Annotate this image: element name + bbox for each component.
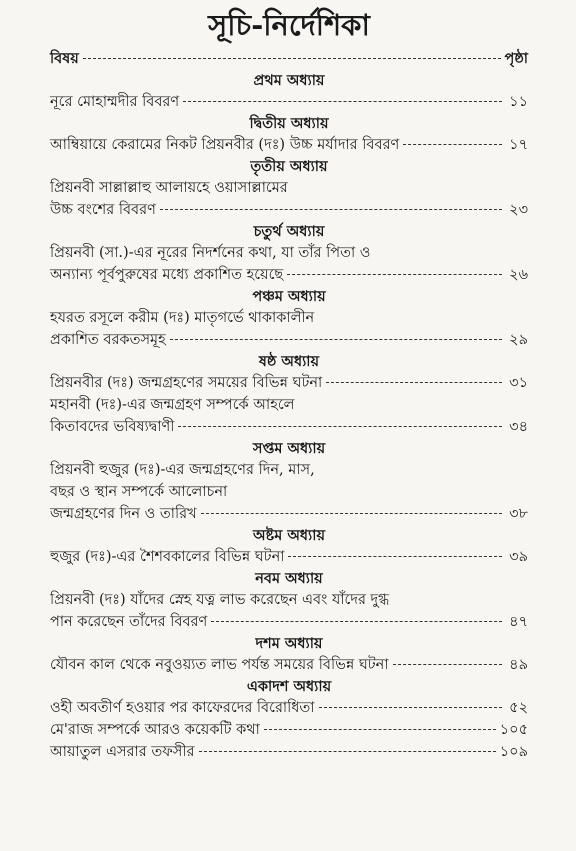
entry-title: অন্যান্য পূর্বপুরুষের মধ্যে প্রকাশিত হয়েছে [50,267,284,283]
toc-entry[interactable] [50,719,528,741]
toc-entry[interactable] [50,654,528,676]
page-header: পৃষ্ঠা [504,50,528,67]
entry-title: প্রিয়নবীর (দঃ) জন্মগ্রহণের সময়ের বিভিন্ন ঘটনা [50,375,323,391]
toc-entry[interactable] [50,134,528,156]
entry-title: ওহী অবতীর্ণ হওয়ার পর কাফেরদের বিরোধিতা [50,700,315,716]
chapter-heading: ষষ্ঠ অধ্যায় [258,353,320,370]
toc-header-row [50,48,528,70]
dot-leader [319,707,503,708]
chapter-heading: অষ্টম অধ্যায় [253,527,325,544]
dot-leader [211,621,502,622]
toc-entry[interactable] [50,264,528,286]
toc-entry[interactable] [50,91,528,113]
toc-entry[interactable] [50,697,528,719]
page-title: সূচি-নির্দেশিকা [208,8,370,42]
page-number: ৫২ [509,700,528,716]
toc-entry[interactable] [50,546,528,568]
dot-leader [170,339,502,340]
page-number: ১১ [509,94,528,110]
subject-header: বিষয় [50,50,79,67]
dot-leader [83,58,501,59]
page-number: ১০৫ [499,722,528,738]
entry-line: হযরত রসূলে করীম (দঃ) মাতৃগর্ভে থাকাকালীন [50,310,315,326]
dot-leader [403,144,502,145]
entry-title: নূরে মোহাম্মদীর বিবরণ [50,94,180,110]
entry-line: মহানবী (দঃ)-এর জন্মগ্রহণ সম্পর্কে আহলে [50,397,295,413]
page-number: ২৯ [509,332,528,348]
chapter-heading: সপ্তম অধ্যায় [252,440,326,457]
chapter-heading: দ্বিতীয় অধ্যায় [249,115,329,132]
entry-title: আম্বিয়ায়ে কেরামের নিকট প্রিয়নবীর (দঃ) উচ্চ মর্যাদার বিবরণ [50,137,400,153]
dot-leader [264,729,496,730]
chapter-heading: নবম অধ্যায় [255,570,323,587]
page-number: ৪৯ [509,657,528,673]
toc-entry[interactable] [50,741,528,763]
chapter-heading: তৃতীয় অধ্যায় [250,158,328,175]
dot-leader [288,556,502,557]
dot-leader [201,513,502,514]
entry-title: প্রকাশিত বরকতসমূহ [50,332,166,348]
entry-title: যৌবন কাল থেকে নবুওয়্যত লাভ পর্যন্ত সময়ের বিভিন্ন ঘটনা [50,657,389,673]
entry-line: প্রিয়নবী (সা.)-এর নূরের নিদর্শনের কথা, যা তাঁর পিতা ও [50,245,371,261]
dot-leader [160,209,502,210]
entry-line: প্রিয়নবী সাল্লাল্লাহু আলায়হে ওয়াসাল্লামের [50,180,288,196]
page-number: ৩৮ [509,506,528,522]
chapter-heading: পঞ্চম অধ্যায় [252,288,326,305]
chapter-heading: প্রথম অধ্যায় [253,72,325,89]
dot-leader [287,274,502,275]
toc-entry[interactable] [50,503,528,525]
entry-title: হুজুর (দঃ)-এর শৈশবকালের বিভিন্ন ঘটনা [50,549,285,565]
toc-entry[interactable] [50,372,528,394]
page-number: ৩৪ [509,419,528,435]
dot-leader [178,426,502,427]
entry-line: প্রিয়নবী (দঃ) যাঁদের স্নেহ যত্ন লাভ করেছেন এবং যাঁদের দুগ্ধ [50,592,390,608]
page-number: ২৬ [509,267,528,283]
toc-entry[interactable] [50,416,528,438]
page-number: ৪৭ [509,614,528,630]
page-number: ৩৯ [509,549,528,565]
dot-leader [326,382,502,383]
dot-leader [199,751,496,752]
entry-title: আয়াতুল এসরার তফসীর [50,744,195,760]
entry-line: প্রিয়নবী হুজুর (দঃ)-এর জন্মগ্রহণের দিন, মাস, [50,462,315,478]
chapter-heading: দশম অধ্যায় [255,635,323,652]
toc-entry[interactable] [50,611,528,633]
entry-line: বছর ও স্থান সম্পর্কে আলোচনা [50,484,228,500]
toc-list [50,70,528,763]
dot-leader [393,664,502,665]
dot-leader [183,101,502,102]
page-number: ১৭ [509,137,528,153]
entry-title: মে'রাজ সম্পর্কে আরও কয়েকটি কথা [50,722,260,738]
chapter-heading: একাদশ অধ্যায় [246,678,332,695]
chapter-heading: চতুর্থ অধ্যায় [253,223,325,240]
toc-entry[interactable] [50,329,528,351]
entry-title: জন্মগ্রহণের দিন ও তারিখ [50,506,197,522]
entry-title: কিতাবদের ভবিষ্যদ্বাণী [50,419,175,435]
page-number: ১০৯ [499,744,528,760]
page-number: ২৩ [509,202,528,218]
entry-title: উচ্চ বংশের বিবরণ [50,202,156,218]
page-number: ৩১ [509,375,528,391]
toc-entry[interactable] [50,199,528,221]
entry-title: পান করেছেন তাঁদের বিবরণ [50,614,208,630]
